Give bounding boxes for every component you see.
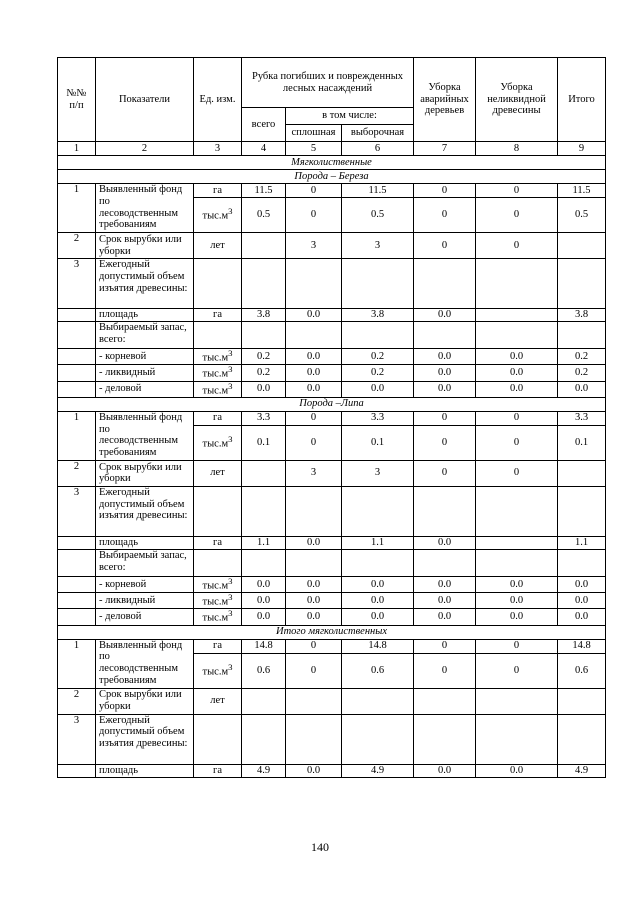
value-cell: 4.9 bbox=[342, 764, 414, 777]
col-num: 1 bbox=[58, 142, 96, 156]
table-row bbox=[58, 349, 606, 365]
value-cell: 0.0 bbox=[342, 609, 414, 625]
value-cell: 1.1 bbox=[342, 536, 414, 549]
value-cell: 0.5 bbox=[558, 198, 606, 233]
row-number: 3 bbox=[58, 714, 96, 764]
value-cell: 11.5 bbox=[242, 184, 286, 198]
value-cell: 0.2 bbox=[558, 365, 606, 381]
unit-cell: лет bbox=[194, 688, 242, 714]
zapas-label: Выбираемый запас, всего: bbox=[96, 322, 194, 349]
table-row bbox=[58, 688, 606, 714]
block-title-row bbox=[58, 625, 606, 639]
logging-table bbox=[57, 57, 606, 778]
value-cell: 0.0 bbox=[476, 609, 558, 625]
value-cell: 0 bbox=[476, 184, 558, 198]
value-cell: 3 bbox=[286, 460, 342, 486]
table-row bbox=[58, 233, 606, 259]
value-cell: 0.2 bbox=[242, 365, 286, 381]
value-cell: 3 bbox=[286, 233, 342, 259]
fond-label: Выявленный фонд по лесоводственным требованиям bbox=[96, 411, 194, 460]
value-cell: 0.0 bbox=[286, 365, 342, 381]
ezheg-label: Ежегодный допустимый объем изъятия древесины: bbox=[96, 259, 194, 309]
value-cell: 0 bbox=[476, 425, 558, 460]
value-cell: 0.0 bbox=[476, 365, 558, 381]
likv-label: - ликвидный bbox=[96, 365, 194, 381]
value-cell: 0.0 bbox=[286, 309, 342, 322]
value-cell bbox=[476, 688, 558, 714]
value-cell: 0 bbox=[414, 233, 476, 259]
value-cell: 0.0 bbox=[414, 381, 476, 397]
value-cell: 0.0 bbox=[342, 381, 414, 397]
korn-label: - корневой bbox=[96, 576, 194, 592]
value-cell: 0.0 bbox=[414, 536, 476, 549]
table-row bbox=[58, 609, 606, 625]
value-cell: 0.6 bbox=[242, 653, 286, 688]
value-cell: 14.8 bbox=[558, 639, 606, 653]
row-number: 3 bbox=[58, 259, 96, 309]
unit-cell: $тыс.м^3$ bbox=[194, 381, 242, 397]
unit-cell: $тыс.м^3$ bbox=[194, 653, 242, 688]
value-cell: 0.0 bbox=[342, 576, 414, 592]
unit-cell: $тыс.м^3$ bbox=[194, 425, 242, 460]
value-cell: 0.1 bbox=[558, 425, 606, 460]
table-row bbox=[58, 381, 606, 397]
table-row bbox=[58, 549, 606, 576]
value-cell: 3.8 bbox=[558, 309, 606, 322]
value-cell: 3.8 bbox=[342, 309, 414, 322]
value-cell: 11.5 bbox=[558, 184, 606, 198]
value-cell: 14.8 bbox=[342, 639, 414, 653]
col-num: 4 bbox=[242, 142, 286, 156]
section-title: Мягколиственные bbox=[58, 156, 606, 170]
value-cell: 0.0 bbox=[558, 381, 606, 397]
ezheg-label: Ежегодный допустимый объем изъятия древесины: bbox=[96, 486, 194, 536]
header-num: №№ п/п bbox=[58, 58, 96, 142]
value-cell: 0.0 bbox=[286, 576, 342, 592]
value-cell: 0 bbox=[286, 184, 342, 198]
value-cell: 0.0 bbox=[414, 593, 476, 609]
ploshad-label: площадь bbox=[96, 764, 194, 777]
unit-cell: лет bbox=[194, 233, 242, 259]
value-cell: 0.0 bbox=[414, 764, 476, 777]
block-title-row bbox=[58, 170, 606, 184]
header-row bbox=[58, 58, 606, 108]
value-cell: 0.0 bbox=[286, 536, 342, 549]
value-cell bbox=[342, 688, 414, 714]
header-vtom: в том числе: bbox=[286, 108, 414, 125]
value-cell: 0 bbox=[286, 425, 342, 460]
fond-label: Выявленный фонд по лесоводственным требованиям bbox=[96, 184, 194, 233]
table-row bbox=[58, 764, 606, 777]
value-cell: 4.9 bbox=[242, 764, 286, 777]
value-cell: 0.0 bbox=[414, 365, 476, 381]
unit-cell: га bbox=[194, 411, 242, 425]
row-number: 3 bbox=[58, 486, 96, 536]
unit-cell: $тыс.м^3$ bbox=[194, 349, 242, 365]
srok-label: Срок вырубки или уборки bbox=[96, 460, 194, 486]
value-cell: 0 bbox=[414, 653, 476, 688]
value-cell bbox=[558, 460, 606, 486]
delov-label: - деловой bbox=[96, 609, 194, 625]
value-cell: 0.0 bbox=[286, 764, 342, 777]
value-cell: 3 bbox=[342, 233, 414, 259]
value-cell: 14.8 bbox=[242, 639, 286, 653]
value-cell bbox=[242, 688, 286, 714]
unit-cell: га bbox=[194, 639, 242, 653]
table-row bbox=[58, 486, 606, 536]
unit-cell: $тыс.м^3$ bbox=[194, 609, 242, 625]
unit-cell: га bbox=[194, 536, 242, 549]
value-cell: 0 bbox=[414, 460, 476, 486]
value-cell: 0.2 bbox=[342, 349, 414, 365]
value-cell: 0.0 bbox=[242, 381, 286, 397]
header-avar: Уборка аварийных деревьев bbox=[414, 58, 476, 142]
table-row bbox=[58, 322, 606, 349]
table-row bbox=[58, 309, 606, 322]
unit-cell: лет bbox=[194, 460, 242, 486]
row-number: 1 bbox=[58, 184, 96, 233]
ploshad-label: площадь bbox=[96, 536, 194, 549]
block-title: Итого мягколиственных bbox=[58, 625, 606, 639]
value-cell: 0.0 bbox=[476, 381, 558, 397]
row-number: 2 bbox=[58, 233, 96, 259]
row-number: 2 bbox=[58, 688, 96, 714]
unit-cell: $тыс.м^3$ bbox=[194, 198, 242, 233]
value-cell: 0 bbox=[414, 411, 476, 425]
value-cell bbox=[476, 536, 558, 549]
value-cell: 0.5 bbox=[242, 198, 286, 233]
korn-label: - корневой bbox=[96, 349, 194, 365]
value-cell bbox=[476, 309, 558, 322]
value-cell: 0 bbox=[476, 198, 558, 233]
value-cell: 0 bbox=[286, 653, 342, 688]
value-cell: 0.0 bbox=[242, 609, 286, 625]
value-cell bbox=[558, 688, 606, 714]
value-cell: 0 bbox=[286, 639, 342, 653]
ezheg-label: Ежегодный допустимый объем изъятия древесины: bbox=[96, 714, 194, 764]
block-title: Порода –Липа bbox=[58, 397, 606, 411]
value-cell bbox=[242, 233, 286, 259]
row-number: 2 bbox=[58, 460, 96, 486]
value-cell: 0.0 bbox=[558, 593, 606, 609]
header-vyb: выборочная bbox=[342, 125, 414, 142]
value-cell: 3 bbox=[342, 460, 414, 486]
table-row bbox=[58, 259, 606, 309]
value-cell: 1.1 bbox=[242, 536, 286, 549]
value-cell: 1.1 bbox=[558, 536, 606, 549]
unit-cell: га bbox=[194, 184, 242, 198]
section-row bbox=[58, 156, 606, 170]
srok-label: Срок вырубки или уборки bbox=[96, 233, 194, 259]
col-num: 9 bbox=[558, 142, 606, 156]
value-cell: 0.2 bbox=[242, 349, 286, 365]
value-cell: 0.0 bbox=[286, 593, 342, 609]
value-cell: 11.5 bbox=[342, 184, 414, 198]
column-numbers-row bbox=[58, 142, 606, 156]
table-row bbox=[58, 411, 606, 425]
unit-cell: $тыс.м^3$ bbox=[194, 593, 242, 609]
value-cell: 0.0 bbox=[476, 764, 558, 777]
value-cell: 0.2 bbox=[558, 349, 606, 365]
page-number: 140 bbox=[311, 840, 329, 854]
header-vsego: всего bbox=[242, 108, 286, 142]
value-cell: 0.0 bbox=[414, 349, 476, 365]
value-cell: 4.9 bbox=[558, 764, 606, 777]
fond-label: Выявленный фонд по лесоводственным требованиям bbox=[96, 639, 194, 688]
col-num: 7 bbox=[414, 142, 476, 156]
likv-label: - ликвидный bbox=[96, 593, 194, 609]
value-cell: 0 bbox=[286, 198, 342, 233]
row-number: 1 bbox=[58, 411, 96, 460]
header-itogo: Итого bbox=[558, 58, 606, 142]
header-indicators: Показатели bbox=[96, 58, 194, 142]
unit-cell: га bbox=[194, 309, 242, 322]
value-cell: 0.0 bbox=[286, 609, 342, 625]
value-cell: 0.0 bbox=[242, 593, 286, 609]
value-cell: 0 bbox=[476, 411, 558, 425]
value-cell: 0 bbox=[414, 639, 476, 653]
col-num: 2 bbox=[96, 142, 194, 156]
row-number: 1 bbox=[58, 639, 96, 688]
value-cell: 0 bbox=[414, 425, 476, 460]
value-cell: 0.0 bbox=[286, 349, 342, 365]
value-cell: 0 bbox=[476, 233, 558, 259]
table-row bbox=[58, 576, 606, 592]
col-num: 5 bbox=[286, 142, 342, 156]
srok-label: Срок вырубки или уборки bbox=[96, 688, 194, 714]
header-splosh: сплошная bbox=[286, 125, 342, 142]
value-cell: 0.0 bbox=[286, 381, 342, 397]
table-row bbox=[58, 639, 606, 653]
value-cell: 0.0 bbox=[342, 593, 414, 609]
value-cell: 3.3 bbox=[242, 411, 286, 425]
ploshad-label: площадь bbox=[96, 309, 194, 322]
unit-cell: $тыс.м^3$ bbox=[194, 576, 242, 592]
value-cell: 0.0 bbox=[242, 576, 286, 592]
value-cell: 0 bbox=[414, 184, 476, 198]
value-cell bbox=[558, 233, 606, 259]
table-row bbox=[58, 593, 606, 609]
value-cell: 0 bbox=[476, 460, 558, 486]
value-cell: 0.1 bbox=[242, 425, 286, 460]
unit-cell: $тыс.м^3$ bbox=[194, 365, 242, 381]
table-row bbox=[58, 536, 606, 549]
value-cell: 0.5 bbox=[342, 198, 414, 233]
value-cell: 3.8 bbox=[242, 309, 286, 322]
delov-label: - деловой bbox=[96, 381, 194, 397]
value-cell: 0.0 bbox=[476, 593, 558, 609]
value-cell: 3.3 bbox=[342, 411, 414, 425]
header-nelikv: Уборка неликвидной древесины bbox=[476, 58, 558, 142]
block-title-row bbox=[58, 397, 606, 411]
col-num: 6 bbox=[342, 142, 414, 156]
header-rubka: Рубка погибших и поврежденных лесных насаждений bbox=[242, 58, 414, 108]
value-cell: 0.6 bbox=[558, 653, 606, 688]
value-cell: 0.6 bbox=[342, 653, 414, 688]
value-cell: 0 bbox=[476, 639, 558, 653]
value-cell: 0 bbox=[414, 198, 476, 233]
col-num: 8 bbox=[476, 142, 558, 156]
value-cell: 0.0 bbox=[558, 576, 606, 592]
value-cell bbox=[242, 460, 286, 486]
table-row bbox=[58, 714, 606, 764]
header-unit: Ед. изм. bbox=[194, 58, 242, 142]
value-cell: 0.0 bbox=[476, 349, 558, 365]
value-cell: 0.0 bbox=[414, 609, 476, 625]
value-cell: 0.2 bbox=[342, 365, 414, 381]
table-row bbox=[58, 365, 606, 381]
table-row bbox=[58, 184, 606, 198]
table-row bbox=[58, 460, 606, 486]
zapas-label: Выбираемый запас, всего: bbox=[96, 549, 194, 576]
block-title: Порода – Береза bbox=[58, 170, 606, 184]
value-cell: 0.0 bbox=[414, 576, 476, 592]
value-cell: 0 bbox=[476, 653, 558, 688]
value-cell: 0.1 bbox=[342, 425, 414, 460]
unit-cell: га bbox=[194, 764, 242, 777]
value-cell: 0 bbox=[286, 411, 342, 425]
value-cell: 0.0 bbox=[414, 309, 476, 322]
value-cell: 3.3 bbox=[558, 411, 606, 425]
col-num: 3 bbox=[194, 142, 242, 156]
value-cell bbox=[414, 688, 476, 714]
value-cell bbox=[286, 688, 342, 714]
value-cell: 0.0 bbox=[476, 576, 558, 592]
value-cell: 0.0 bbox=[558, 609, 606, 625]
